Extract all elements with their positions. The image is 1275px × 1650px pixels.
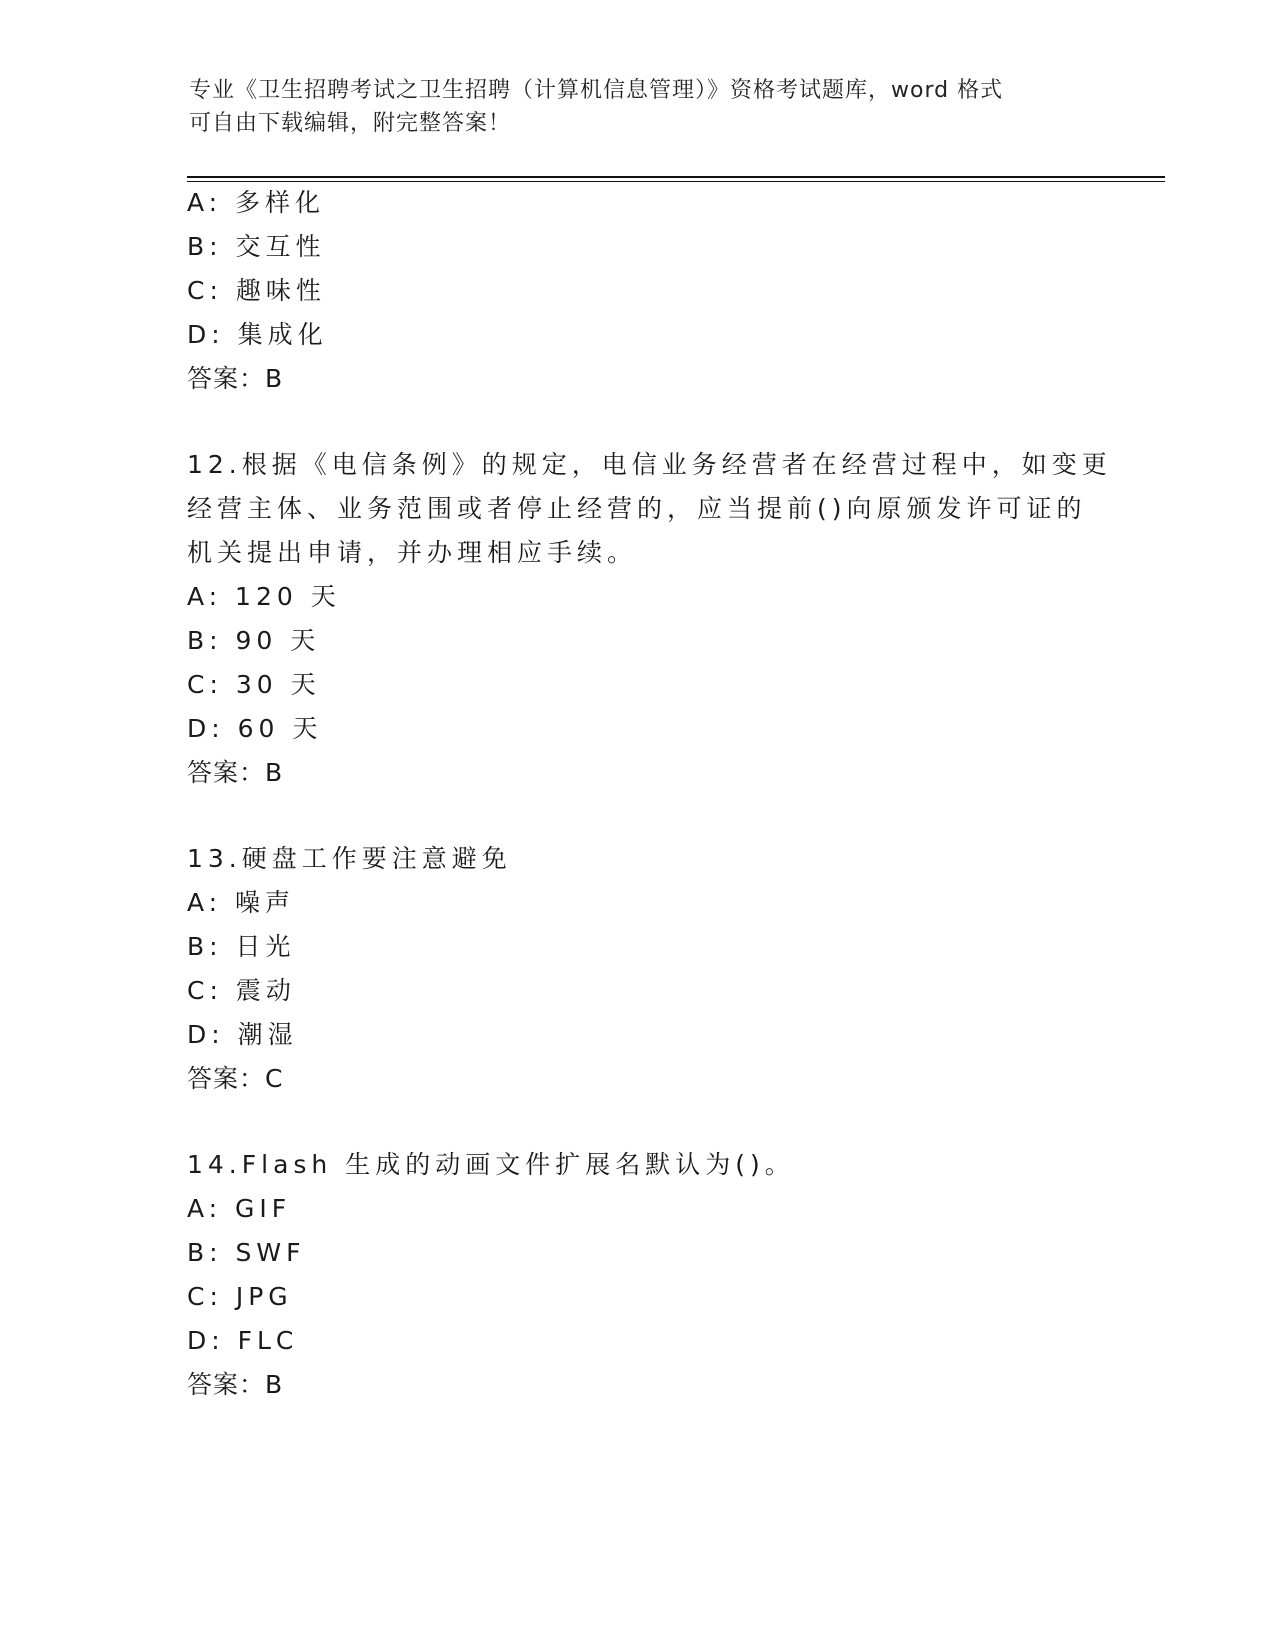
q11-option-a: A: 多样化 bbox=[187, 188, 326, 217]
q12-option-b: B: 90 天 bbox=[187, 626, 321, 655]
q14-option-a: A: GIF bbox=[187, 1194, 292, 1223]
q14-stem: 14.Flash 生成的动画文件扩展名默认为()。 bbox=[187, 1150, 795, 1179]
q13-option-a: A: 噪声 bbox=[187, 888, 296, 917]
q14-option-b: B: SWF bbox=[187, 1238, 306, 1267]
q14-option-d: D: FLC bbox=[187, 1326, 299, 1355]
q13-option-c: C: 震动 bbox=[187, 976, 296, 1005]
q13-stem: 13.硬盘工作要注意避免 bbox=[187, 844, 512, 873]
q14-answer: 答案：B bbox=[187, 1370, 284, 1399]
q12-stem-line-1: 12.根据《电信条例》的规定，电信业务经营者在经营过程中，如变更 bbox=[187, 450, 1112, 479]
q11-option-d: D: 集成化 bbox=[187, 320, 328, 349]
q14-option-c: C: JPG bbox=[187, 1282, 293, 1311]
q12-option-a: A: 120 天 bbox=[187, 582, 341, 611]
header-divider-thin bbox=[187, 181, 1165, 182]
header-divider-thick bbox=[187, 176, 1165, 178]
header-line-1: 专业《卫生招聘考试之卫生招聘（计算机信息管理）》资格考试题库，word 格式 bbox=[189, 78, 1004, 103]
header-line-2: 可自由下载编辑，附完整答案！ bbox=[189, 111, 512, 136]
q13-answer: 答案：C bbox=[187, 1064, 284, 1093]
q12-option-d: D: 60 天 bbox=[187, 714, 323, 743]
q11-answer: 答案：B bbox=[187, 364, 284, 393]
q12-option-c: C: 30 天 bbox=[187, 670, 321, 699]
q13-option-b: B: 日光 bbox=[187, 932, 296, 961]
q13-option-d: D: 潮湿 bbox=[187, 1020, 298, 1049]
q11-option-c: C: 趣味性 bbox=[187, 276, 326, 305]
document-header bbox=[189, 74, 1089, 140]
q12-stem-line-3: 机关提出申请，并办理相应手续。 bbox=[187, 538, 638, 567]
q11-option-b: B: 交互性 bbox=[187, 232, 326, 261]
q12-answer: 答案：B bbox=[187, 758, 284, 787]
q12-stem-line-2: 经营主体、业务范围或者停止经营的，应当提前()向原颁发许可证的 bbox=[187, 494, 1087, 523]
